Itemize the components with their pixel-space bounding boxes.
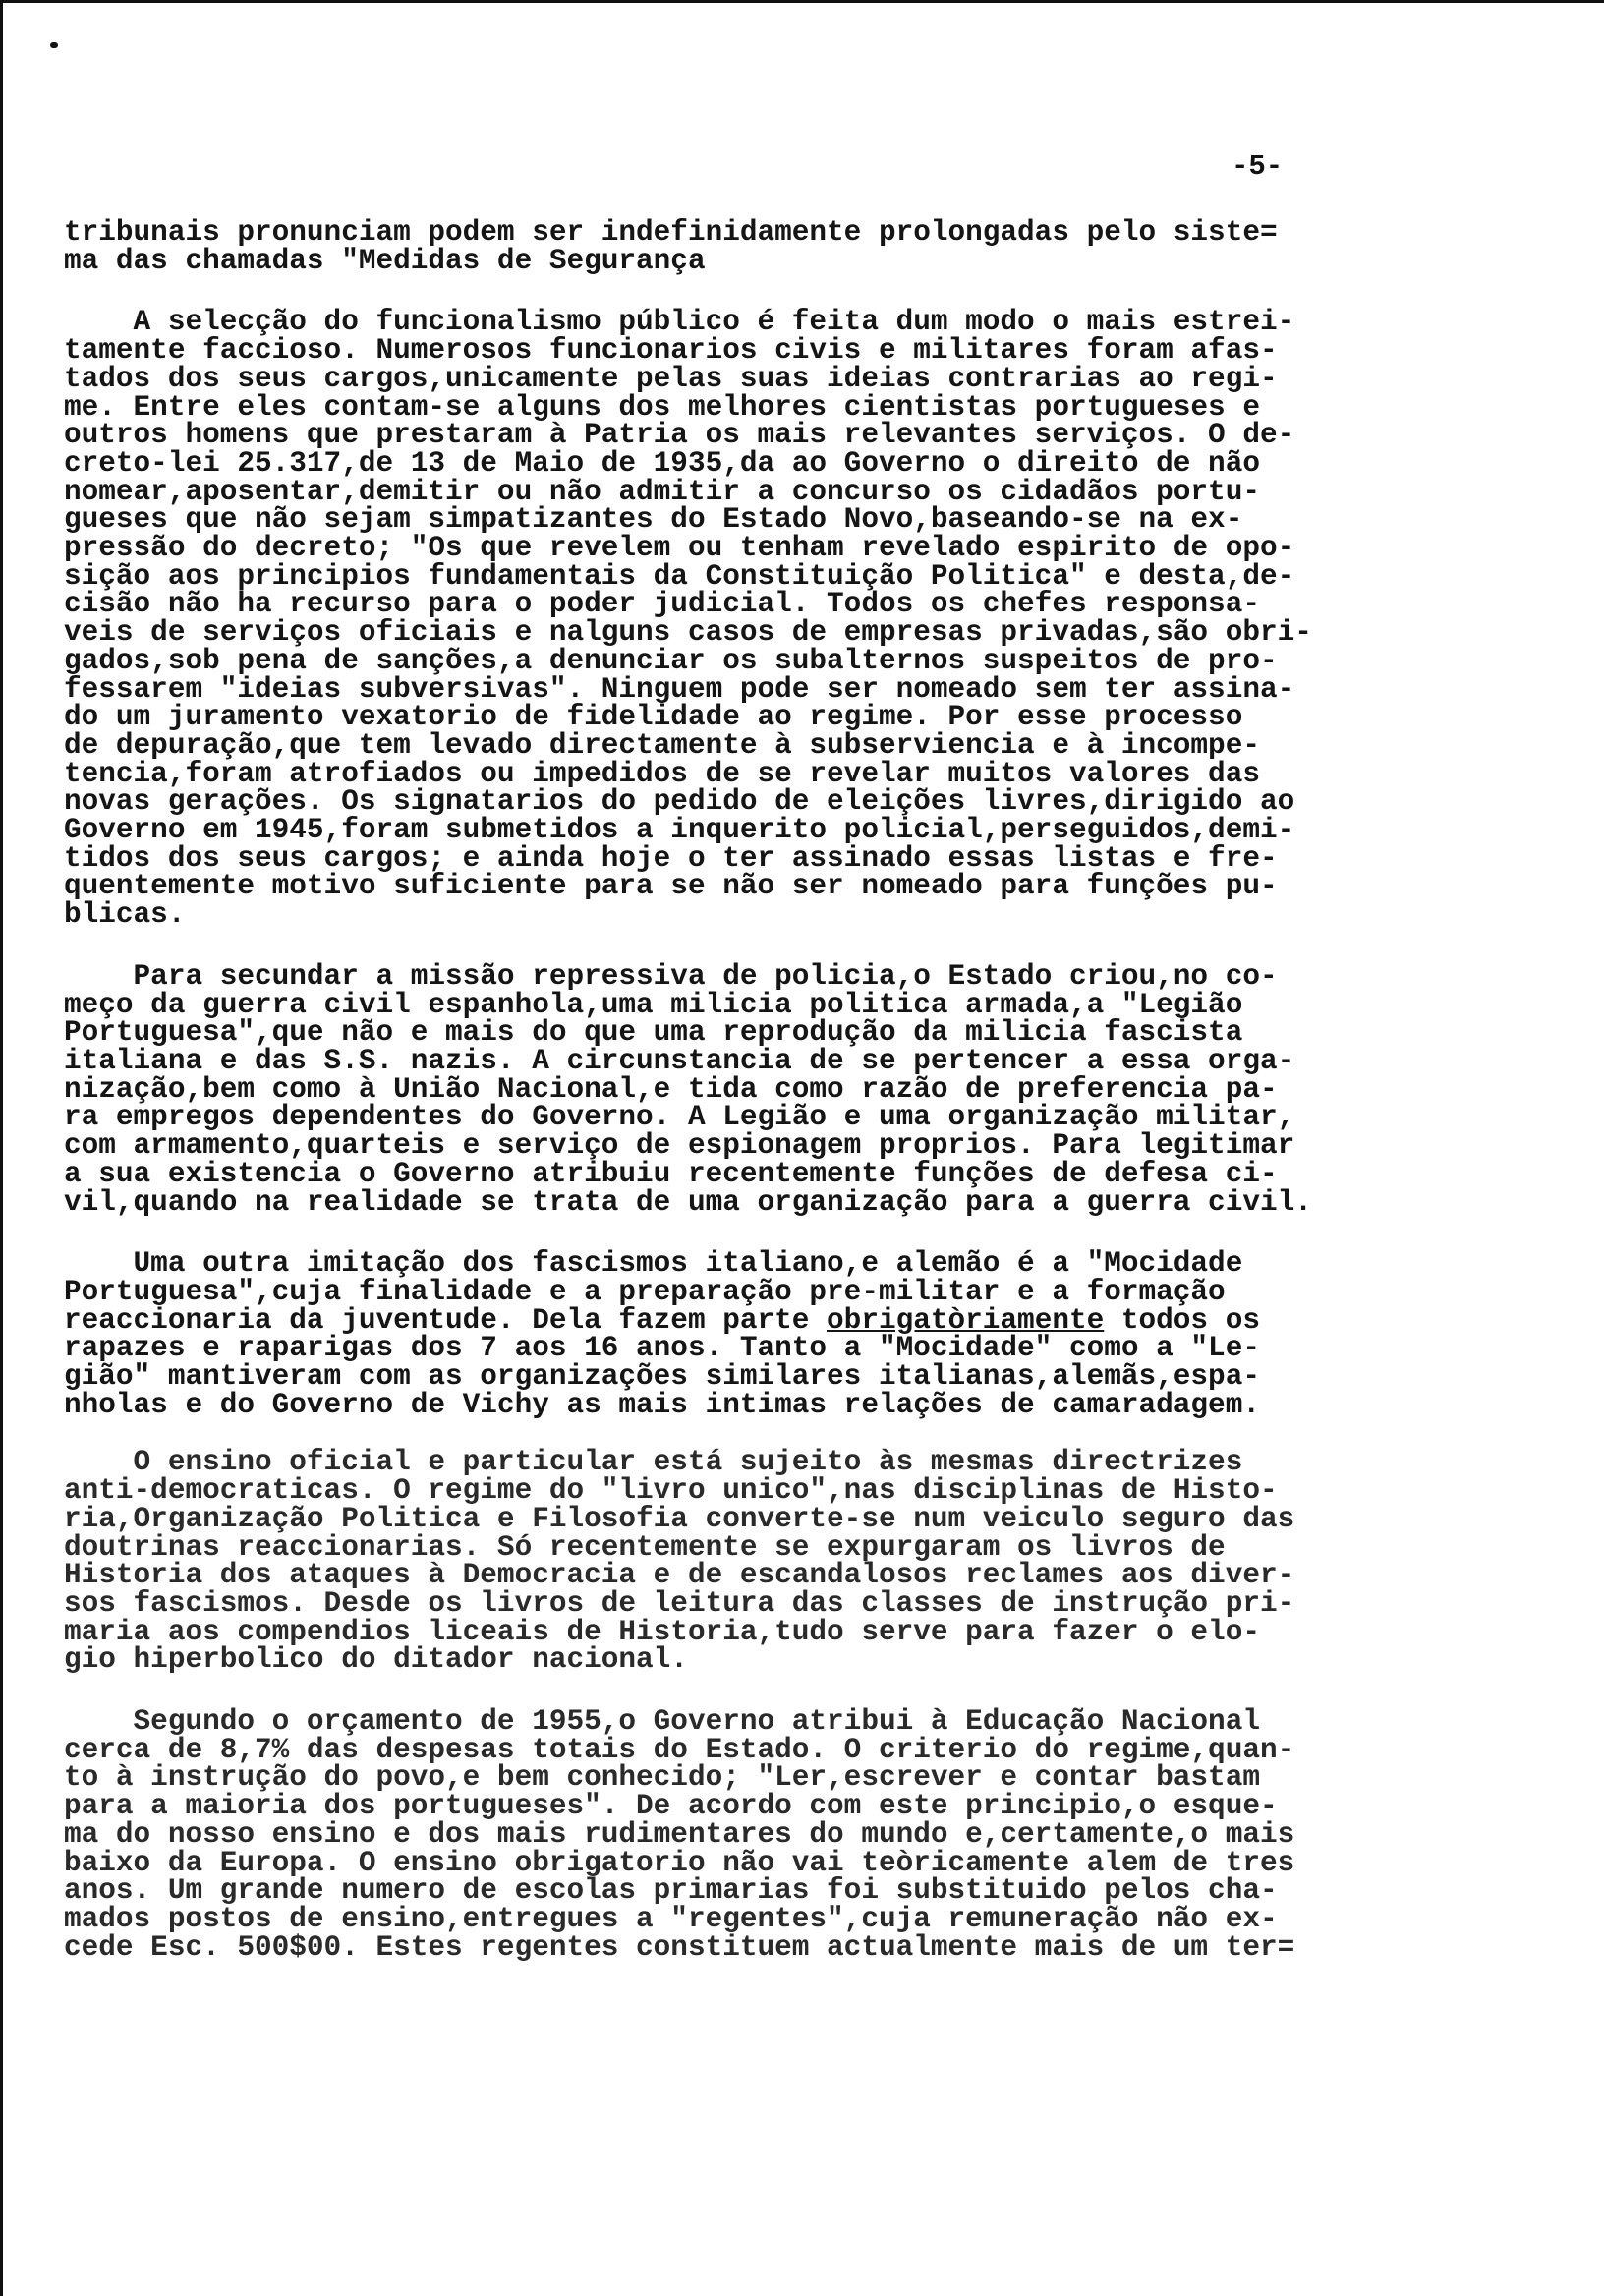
text-line: Portuguesa",que não e mais do que uma reprodução da milicia fascista <box>64 1016 1243 1050</box>
paragraph-gap <box>64 1675 1499 1708</box>
text-line: anti-democraticas. O regime do "livro unico",nas disciplinas de Histo- <box>64 1474 1278 1508</box>
text-line: novas gerações. Os signatarios do pedido de eleições livres,dirigido ao <box>64 785 1295 819</box>
document-body <box>64 216 1499 1964</box>
text-line: rapazes e raparigas dos 7 aos 16 anos. Tanto a "Mocidade" como a "Le- <box>64 1332 1260 1365</box>
text-line: tados dos seus cargos,unicamente pelas suas ideias contrarias ao regi- <box>64 362 1278 395</box>
paragraph-legion <box>64 959 1499 1219</box>
paragraph-gap <box>64 1419 1499 1449</box>
text-line: tribunais pronunciam podem ser indefinidamente prolongadas pelo siste= <box>64 216 1278 249</box>
text-line: nholas e do Governo de Vichy as mais intimas relações de camaradagem. <box>64 1388 1260 1421</box>
text-line: de depuração,que tem levado directamente à subserviencia e à incompe- <box>64 728 1260 762</box>
text-line: outros homens que prestaram à Patria os mais relevantes serviços. O de- <box>64 419 1295 452</box>
paragraph-gap <box>64 275 1499 309</box>
text-line: quentemente motivo suficiente para se não ser nomeado para funções pu- <box>64 870 1278 903</box>
text-fragment: reaccionaria da juventude. Dela fazem parte <box>64 1303 828 1337</box>
text-line: italiana e das S.S. nazis. A circunstancia de se pertencer a essa orga- <box>64 1044 1295 1077</box>
text-line: cerca de 8,7% das despesas totais do Estado. O criterio do regime,quan- <box>64 1733 1295 1766</box>
text-line: cede Esc. 500$00. Estes regentes constituem actualmente mais de um ter= <box>64 1930 1295 1964</box>
text-line: ma do nosso ensino e dos mais rudimentares do mundo e,certamente,o mais <box>64 1817 1295 1851</box>
text-line: Para secundar a missão repressiva de policia,o Estado criou,no co- <box>64 959 1278 993</box>
text-line: me. Entre eles contam-se alguns dos melhores cientistas portugueses e <box>64 390 1260 424</box>
text-line: a sua existencia o Governo atribuiu recentemente funções de defesa ci- <box>64 1157 1278 1190</box>
text-line: O ensino oficial e particular está sujeito às mesmas directrizes <box>64 1446 1243 1479</box>
text-line: vil,quando na realidade se trata de uma organização para a guerra civil. <box>64 1185 1312 1219</box>
text-line: veis de serviços oficiais e nalguns casos de empresas privadas,são obri- <box>64 616 1312 650</box>
text-line: gião" mantiveram com as organizações similares italianas,alemãs,espa- <box>64 1360 1260 1394</box>
text-line: doutrinas reaccionarias. Só recentemente se expurgaram os livros de <box>64 1530 1226 1564</box>
text-line: nomear,aposentar,demitir ou não admitir a concurso os cidadãos portu- <box>64 475 1260 508</box>
text-line: Governo em 1945,foram submetidos a inquerito policial,perseguidos,demi- <box>64 814 1295 847</box>
paragraph-public-service <box>64 306 1499 932</box>
text-line: mados postos de ensino,entregues a "regentes",cuja remuneração não ex- <box>64 1902 1278 1935</box>
text-line: cisão não ha recurso para o poder judicial. Todos os chefes responsa- <box>64 588 1260 621</box>
text-line: maria aos compendios liceais de Historia,tudo serve para fazer o elo- <box>64 1615 1260 1648</box>
paragraph-youth-organization <box>64 1247 1499 1421</box>
text-line: baixo da Europa. O ensino obrigatorio não vai teòricamente alem de tres <box>64 1846 1295 1879</box>
text-line: ma das chamadas "Medidas de Segurança <box>64 244 706 277</box>
text-line: A selecção do funcionalismo público é feita dum modo o mais estrei- <box>64 306 1295 339</box>
text-line: sos fascismos. Desde os livros de leitura das classes de instrução pri- <box>64 1586 1295 1620</box>
text-line: gio hiperbolico do ditador nacional. <box>64 1643 688 1677</box>
text-line: anos. Um grande numero de escolas primarias foi substituido pelos cha- <box>64 1874 1278 1908</box>
text-line: ra empregos dependentes do Governo. A Legião e uma organização militar, <box>64 1101 1295 1134</box>
paragraph-gap <box>64 930 1499 963</box>
text-line: ria,Organização Politica e Filosofia converte-se num veiculo seguro das <box>64 1502 1295 1535</box>
text-line: fessarem "ideias subversivas". Ninguem pode ser nomeado sem ter assina- <box>64 672 1295 706</box>
text-line: Historia dos ataques à Democracia e de escandalosos reclames aos diver- <box>64 1559 1295 1592</box>
margin-mark <box>50 42 58 48</box>
text-line: para a maioria dos portugueses". De acordo com este principio,o esque- <box>64 1790 1278 1823</box>
text-fragment: todos os <box>1104 1303 1260 1337</box>
paragraph-security-measures <box>64 216 1499 277</box>
paragraph-budget <box>64 1705 1499 1964</box>
text-line: sição aos principios fundamentais da Constituição Politica" e desta,de- <box>64 559 1295 593</box>
text-line: to à instrução do povo,e bem conhecido; "Ler,escrever e contar bastam <box>64 1761 1260 1795</box>
paragraph-education <box>64 1446 1499 1677</box>
text-line: com armamento,quarteis e serviço de espionagem proprios. Para legitimar <box>64 1129 1295 1163</box>
page-number: -5- <box>1232 150 1284 183</box>
text-line: Portuguesa",cuja finalidade e a preparação pre-militar e a formação <box>64 1275 1226 1308</box>
text-line: tamente faccioso. Numerosos funcionarios civis e militares foram afas- <box>64 334 1278 368</box>
text-line: nização,bem como à União Nacional,e tida como razão de preferencia pa- <box>64 1072 1278 1106</box>
text-line: do um juramento vexatorio de fidelidade ao regime. Por esse processo <box>64 701 1243 734</box>
text-line: creto-lei 25.317,de 13 de Maio de 1935,da ao Governo o direito de não <box>64 446 1260 480</box>
text-line: Segundo o orçamento de 1955,o Governo atribui à Educação Nacional <box>64 1705 1260 1739</box>
underlined-word: obrigatòriamente <box>827 1303 1105 1337</box>
text-line: gueses que não sejam simpatizantes do Estado Novo,baseando-se na ex- <box>64 503 1243 537</box>
text-line: gados,sob pena de sanções,a denunciar os subalternos suspeitos de pro- <box>64 644 1278 677</box>
text-line: tencia,foram atrofiados ou impedidos de se revelar muitos valores das <box>64 757 1260 790</box>
text-line: Uma outra imitação dos fascismos italiano,e alemão é a "Mocidade <box>64 1247 1243 1281</box>
text-line: meço da guerra civil espanhola,uma milicia politica armada,a "Legião <box>64 988 1243 1021</box>
text-line: tidos dos seus cargos; e ainda hoje o ter assinado essas listas e fre- <box>64 841 1278 875</box>
text-line-with-emphasis <box>64 1303 1499 1337</box>
paragraph-gap <box>64 1217 1499 1250</box>
text-line: pressão do decreto; "Os que revelem ou tenham revelado espirito de opo- <box>64 532 1295 565</box>
text-line: blicas. <box>64 898 186 932</box>
